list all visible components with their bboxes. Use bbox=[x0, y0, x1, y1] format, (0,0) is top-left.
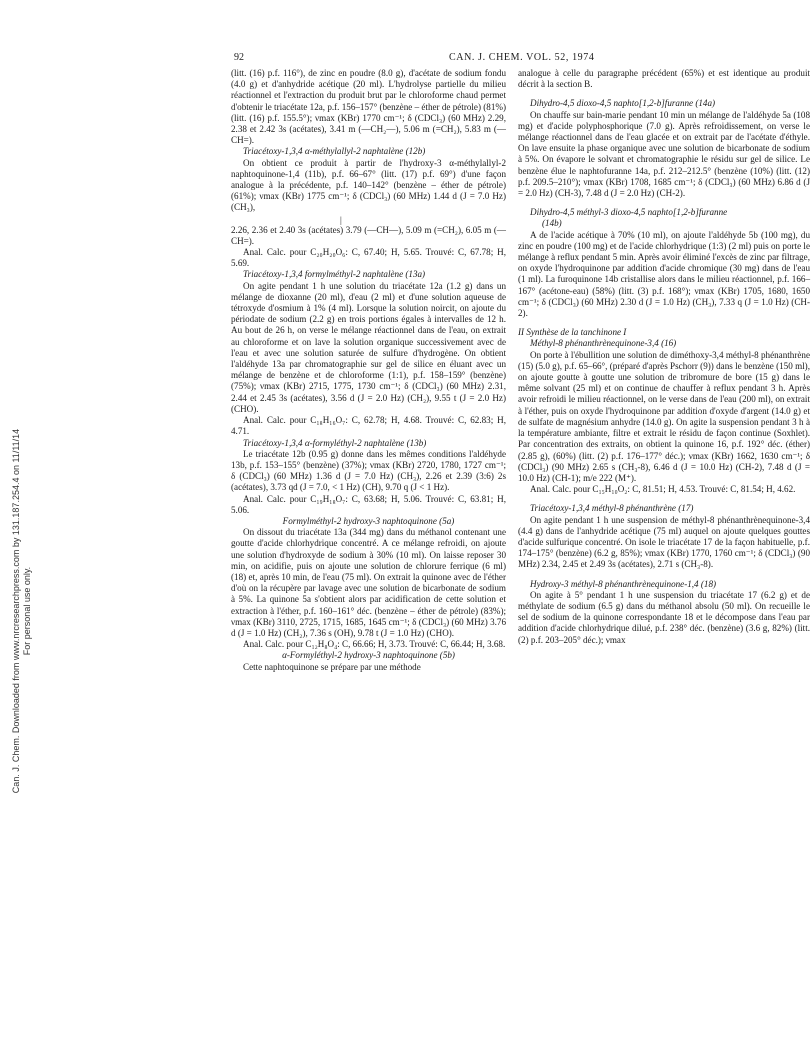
left-column bbox=[231, 68, 506, 673]
analysis-line: Anal. Calc. pour C₁₉H₁₈O₇: C, 63.68; H, 5.06. Trouvé: C, 63.81; H, 5.06. bbox=[231, 493, 506, 515]
compound-heading: Triacétoxy-1,3,4 méthyl-8 phénanthrène (17) bbox=[530, 503, 694, 514]
structure-bar: | bbox=[340, 214, 342, 225]
compound-heading: Triacétoxy-1,3,4 α-méthylallyl-2 naphtalène (12b) bbox=[243, 146, 426, 157]
paragraph: 2.26, 2.36 et 2.40 3s (acétates) 3.79 (—CH—), 5.09 m (=CH₂), 6.05 m (—CH=). bbox=[231, 224, 506, 246]
analysis-line: Anal. Calc. pour C₁₂H₈O₄: C, 66.66; H, 3.73. Trouvé: C, 66.44; H, 3.68. bbox=[243, 639, 506, 650]
paragraph: On agite à 5° pendant 1 h une suspension du triacétate 17 (6.2 g) et de méthylate de sodium (6.5 g) dans du méthanol absolu (50 ml). On recueille le sel de sodium de la quinone correspondante 18 et le décompose dans l'eau par addition d'acide chlorhydrique dilué, p.f. 238° déc. (benzène) (3.6 g, 82%) (litt. (2) p.f. 203–205° déc.); νmax bbox=[518, 589, 810, 645]
paragraph: On chauffe sur bain-marie pendant 10 min un mélange de l'aldéhyde 5a (108 mg) et d'acide polyphosphorique (7.0 g). Après refroidissement, on verse le mélange réactionnel dans de l'eau glacée et on extrait par de l'acétate d'éthyle. On lave ensuite la phase organique avec une solution de bicarbonate de sodium à 5%. On évapore le solvant et chromatographie le résidu sur gel de silice. Le benzène élue le naphtofuranne 14a, p.f. 212–212.5° (benzène (10%) (litt. (12) p.f. 209.5–210°); νmax (KBr) 1708, 1685 cm⁻¹; δ (CDCl₃) (60 MHz) 6.86 d (J = 2.0 Hz) (CH-3), 7.48 d (J = 2.0 Hz) (CH-2). bbox=[518, 109, 810, 199]
analysis-line: Anal. Calc. pour C₂₀H₂₀O₆: C, 67.40; H, 5.65. Trouvé: C, 67.78; H, 5.69. bbox=[231, 247, 506, 269]
download-notice bbox=[11, 300, 34, 900]
compound-heading: Triacétoxy-1,3,4 formylméthyl-2 naphtalène (13a) bbox=[243, 269, 426, 280]
compound-heading: Hydroxy-3 méthyl-8 phénanthrènequinone-1,4 (18) bbox=[530, 578, 717, 589]
paragraph: (litt. (16) p.f. 116°), de zinc en poudre (8.0 g), d'acétate de sodium fondu (4.0 g) et d'anhydride acétique (20 ml). L'hydrolyse partielle du milieu réactionnel et l'extraction du produit brut par le chloroforme chaud permet d'obtenir le triacétate 12a, p.f. 156–157° (benzène – éther de pétrole) (81%) (litt. (16) p.f. 155.5°); νmax (KBr) 1770 cm⁻¹; δ (CDCl₃) (60 MHz) 2.29, 2.38 et 2.42 3s (acétates), 3.41 m (—CH₂—), 5.06 m (=CH₂), 5.83 m (—CH=). bbox=[231, 68, 506, 146]
paragraph: On agite pendant 1 h une solution du triacétate 12a (1.2 g) dans un mélange de dioxanne (20 ml), d'eau (2 ml) et d'une solution aqueuse de tétroxyde d'osmium à 1% (4 ml). Lorsque la solution noircit, on ajoute du périodate de sodium (2.2 g) en trois portions égales à intervalles de 12 h. Au bout de 26 h, on verse le mélange réactionnel dans de l'eau, on extrait au chloroforme et on lave la solution organique successivement avec de l'eau et avec une solution saturée de sulfure d'hydrogène. On obtient l'aldéhyde 13a par chromatographie sur gel de silice en éluant avec un mélange de benzène et de chloroforme (1:1), p.f. 158–159° (benzène) (75%); νmax (KBr) 2715, 1775, 1730 cm⁻¹; δ (CDCl₃) (60 MHz) 2.31, 2.44 et 2.45 3s (acétates), 3.56 d (J = 2.0 Hz) (CH₂), 9.55 t (J = 2.0 Hz) (CHO). bbox=[231, 280, 506, 414]
paragraph: On agite pendant 1 h une suspension de méthyl-8 phénanthrènequinone-3,4 (4.4 g) dans de l'anhydride acétique (75 ml) auquel on ajoute quelques gouttes d'acide sulfurique concentré. On isole le triacétate 17 de la façon habituelle, p.f. 174–175° (benzène) (6.2 g, 85%); νmax (KBr) 1770, 1760 cm⁻¹; δ (CDCl₃) (90 MHz) 2.34, 2.45 et 2.49 3s (acétates), 2.71 s (CH₃-8). bbox=[518, 514, 810, 570]
paragraph: On dissout du triacétate 13a (344 mg) dans du méthanol contenant une goutte d'acide chlorhydrique concentré. A ce mélange refroidi, on ajoute une solution d'hydroxyde de sodium à 30% (10 ml). On laisse reposer 30 min, on acidifie, puis on ajoute une solution de chlorure ferrique (6 ml) (18) et, après 10 min, de l'eau (75 ml). On extrait la quinone avec de l'éther d'où on la récupère par lavage avec une solution de bicarbonate de sodium à 5%. La quinone 5a s'obtient alors par acidification de cette solution et extraction à l'éther, p.f. 160–161° déc. (benzène – éther de pétrole) (83%); νmax (KBr) 3110, 2725, 1715, 1685, 1645 cm⁻¹; δ (CDCl₃) (60 MHz) 3.76 d (J = 1.0 Hz) (CH₂), 7.36 s (OH), 9.78 t (J = 1.0 Hz) (CHO). bbox=[231, 527, 506, 638]
paragraph: A de l'acide acétique à 70% (10 ml), on ajoute l'aldéhyde 5b (100 mg), du zinc en poudre (100 mg) et de l'acide chlorhydrique (1:3) (2 ml) puis on porte le mélange à reflux pendant 5 min. Après avoir éliminé l'excès de zinc par filtrage, on oxyde l'hydroquinone par addition d'acide chromique (30 mg) dans de l'eau (1 ml). La furoquinone 14b cristallise alors dans le milieu réactionnel, p.f. 166–167° (acétone-eau) (58%) (litt. (3) p.f. 168°); νmax (KBr) 1705, 1680, 1650 cm⁻¹; δ (CDCl₃) (60 MHz) 2.30 d (J = 1.0 Hz) (CH₃), 7.33 q (J = 1.0 Hz) (CH-2). bbox=[518, 229, 810, 319]
download-line: Can. J. Chem. Downloaded from www.nrcresearchpress.com by 131.187.254.4 on 11/11/14 bbox=[11, 428, 21, 794]
running-header bbox=[234, 52, 812, 66]
paragraph: Cette naphtoquinone se prépare par une méthode bbox=[243, 661, 421, 672]
section-heading: II Synthèse de la tanchinone I bbox=[518, 327, 627, 338]
analysis-line: Anal. Calc. pour C₁₅H₁₀O₂: C, 81.51; H, 4.53. Trouvé: C, 81.54; H, 4.62. bbox=[530, 484, 796, 495]
journal-title: CAN. J. CHEM. VOL. 52, 1974 bbox=[449, 52, 595, 63]
right-column bbox=[518, 68, 812, 646]
compound-heading: Dihydro-4,5 dioxo-4,5 naphto[1,2-b]furanne (14a) bbox=[530, 98, 716, 109]
paragraph: On obtient ce produit à partir de l'hydroxy-3 α-méthylallyl-2 naphtoquinone-1,4 (11b), p.f. 66–67° (litt. (17) p.f. 69°) d'une façon analogue à la précédente, p.f. 140–142° (benzène – éther de pétrole) (61%); νmax (KBr) 1775 cm⁻¹; δ (CDCl₃) (60 MHz) 1.44 d (J = 7.0 Hz) (CH₃), bbox=[231, 157, 506, 213]
compound-heading: Méthyl-8 phénanthrènequinone-3,4 (16) bbox=[530, 338, 677, 349]
paragraph: analogue à celle du paragraphe précédent (65%) et est identique au produit décrit à la section B. bbox=[518, 68, 810, 90]
compound-heading: Triacétoxy-1,3,4 α-formyléthyl-2 naphtalène (13b) bbox=[243, 437, 427, 448]
paragraph: On porte à l'ébullition une solution de diméthoxy-3,4 méthyl-8 phénanthrène (15) (5.0 g), p.f. 65–66°, (préparé d'après Pschorr (9)) dans le benzène (150 ml), on ajoute goutte à goutte une solution de tribromure de bore (15 g) dans le même solvant (25 ml) et on continue de chauffer à reflux pendant 3 h. Après avoir refroidi le milieu réactionnel, on le verse dans de l'eau (200 ml), on extrait à l'éther, puis on oxyde l'hydroquinone par addition d'oxyde d'argent (14.0 g) et de sulfate de magnésium anhydre (14.0 g). On agite la suspension pendant 3 h à la température ambiante, filtre et extrait le résidu de façon continue (Soxhlet). Par concentration des extraits, on obtient la quinone 16, p.f. 192° déc. (éther) (2.85 g), (60%) (litt. (2) p.f. 176–177° déc.); νmax (KBr) 1662, 1630 cm⁻¹; δ (CDCl₃) (90 MHz) 2.65 s (CH₃-8), 6.46 d (J = 10.0 Hz) (CH-2), 7.48 d (J = 10.0 Hz) (CH-1); m/e 222 (M⁺). bbox=[518, 349, 810, 483]
compound-heading: α-Formyléthyl-2 hydroxy-3 naphtoquinone (5b) bbox=[282, 650, 455, 661]
page-number: 92 bbox=[234, 52, 244, 63]
analysis-line: Anal. Calc. pour C₁₈H₁₆O₇: C, 62.78; H, 4.68. Trouvé: C, 62.83; H, 4.71. bbox=[231, 415, 506, 437]
personal-use-line: For personal use only. bbox=[22, 566, 32, 656]
compound-heading-number: (14b) bbox=[542, 218, 562, 229]
paragraph: Le triacétate 12b (0.95 g) donne dans les mêmes conditions l'aldéhyde 13b, p.f. 153–155° (benzène) (37%); νmax (KBr) 2720, 1780, 1727 cm⁻¹; δ (CDCl₃) (60 MHz) 1.36 d (J = 7.0 Hz) (CH₃), 2.26 et 2.39 (3:6) 2s (acétates), 3.73 qd (J = 7.0, < 1 Hz) (CH), 9.70 q (J < 1 Hz). bbox=[231, 448, 506, 493]
compound-heading: Formylméthyl-2 hydroxy-3 naphtoquinone (5a) bbox=[282, 515, 455, 526]
compound-heading: Dihydro-4,5 méthyl-3 dioxo-4,5 naphto[1,2-b]furanne bbox=[530, 207, 728, 218]
